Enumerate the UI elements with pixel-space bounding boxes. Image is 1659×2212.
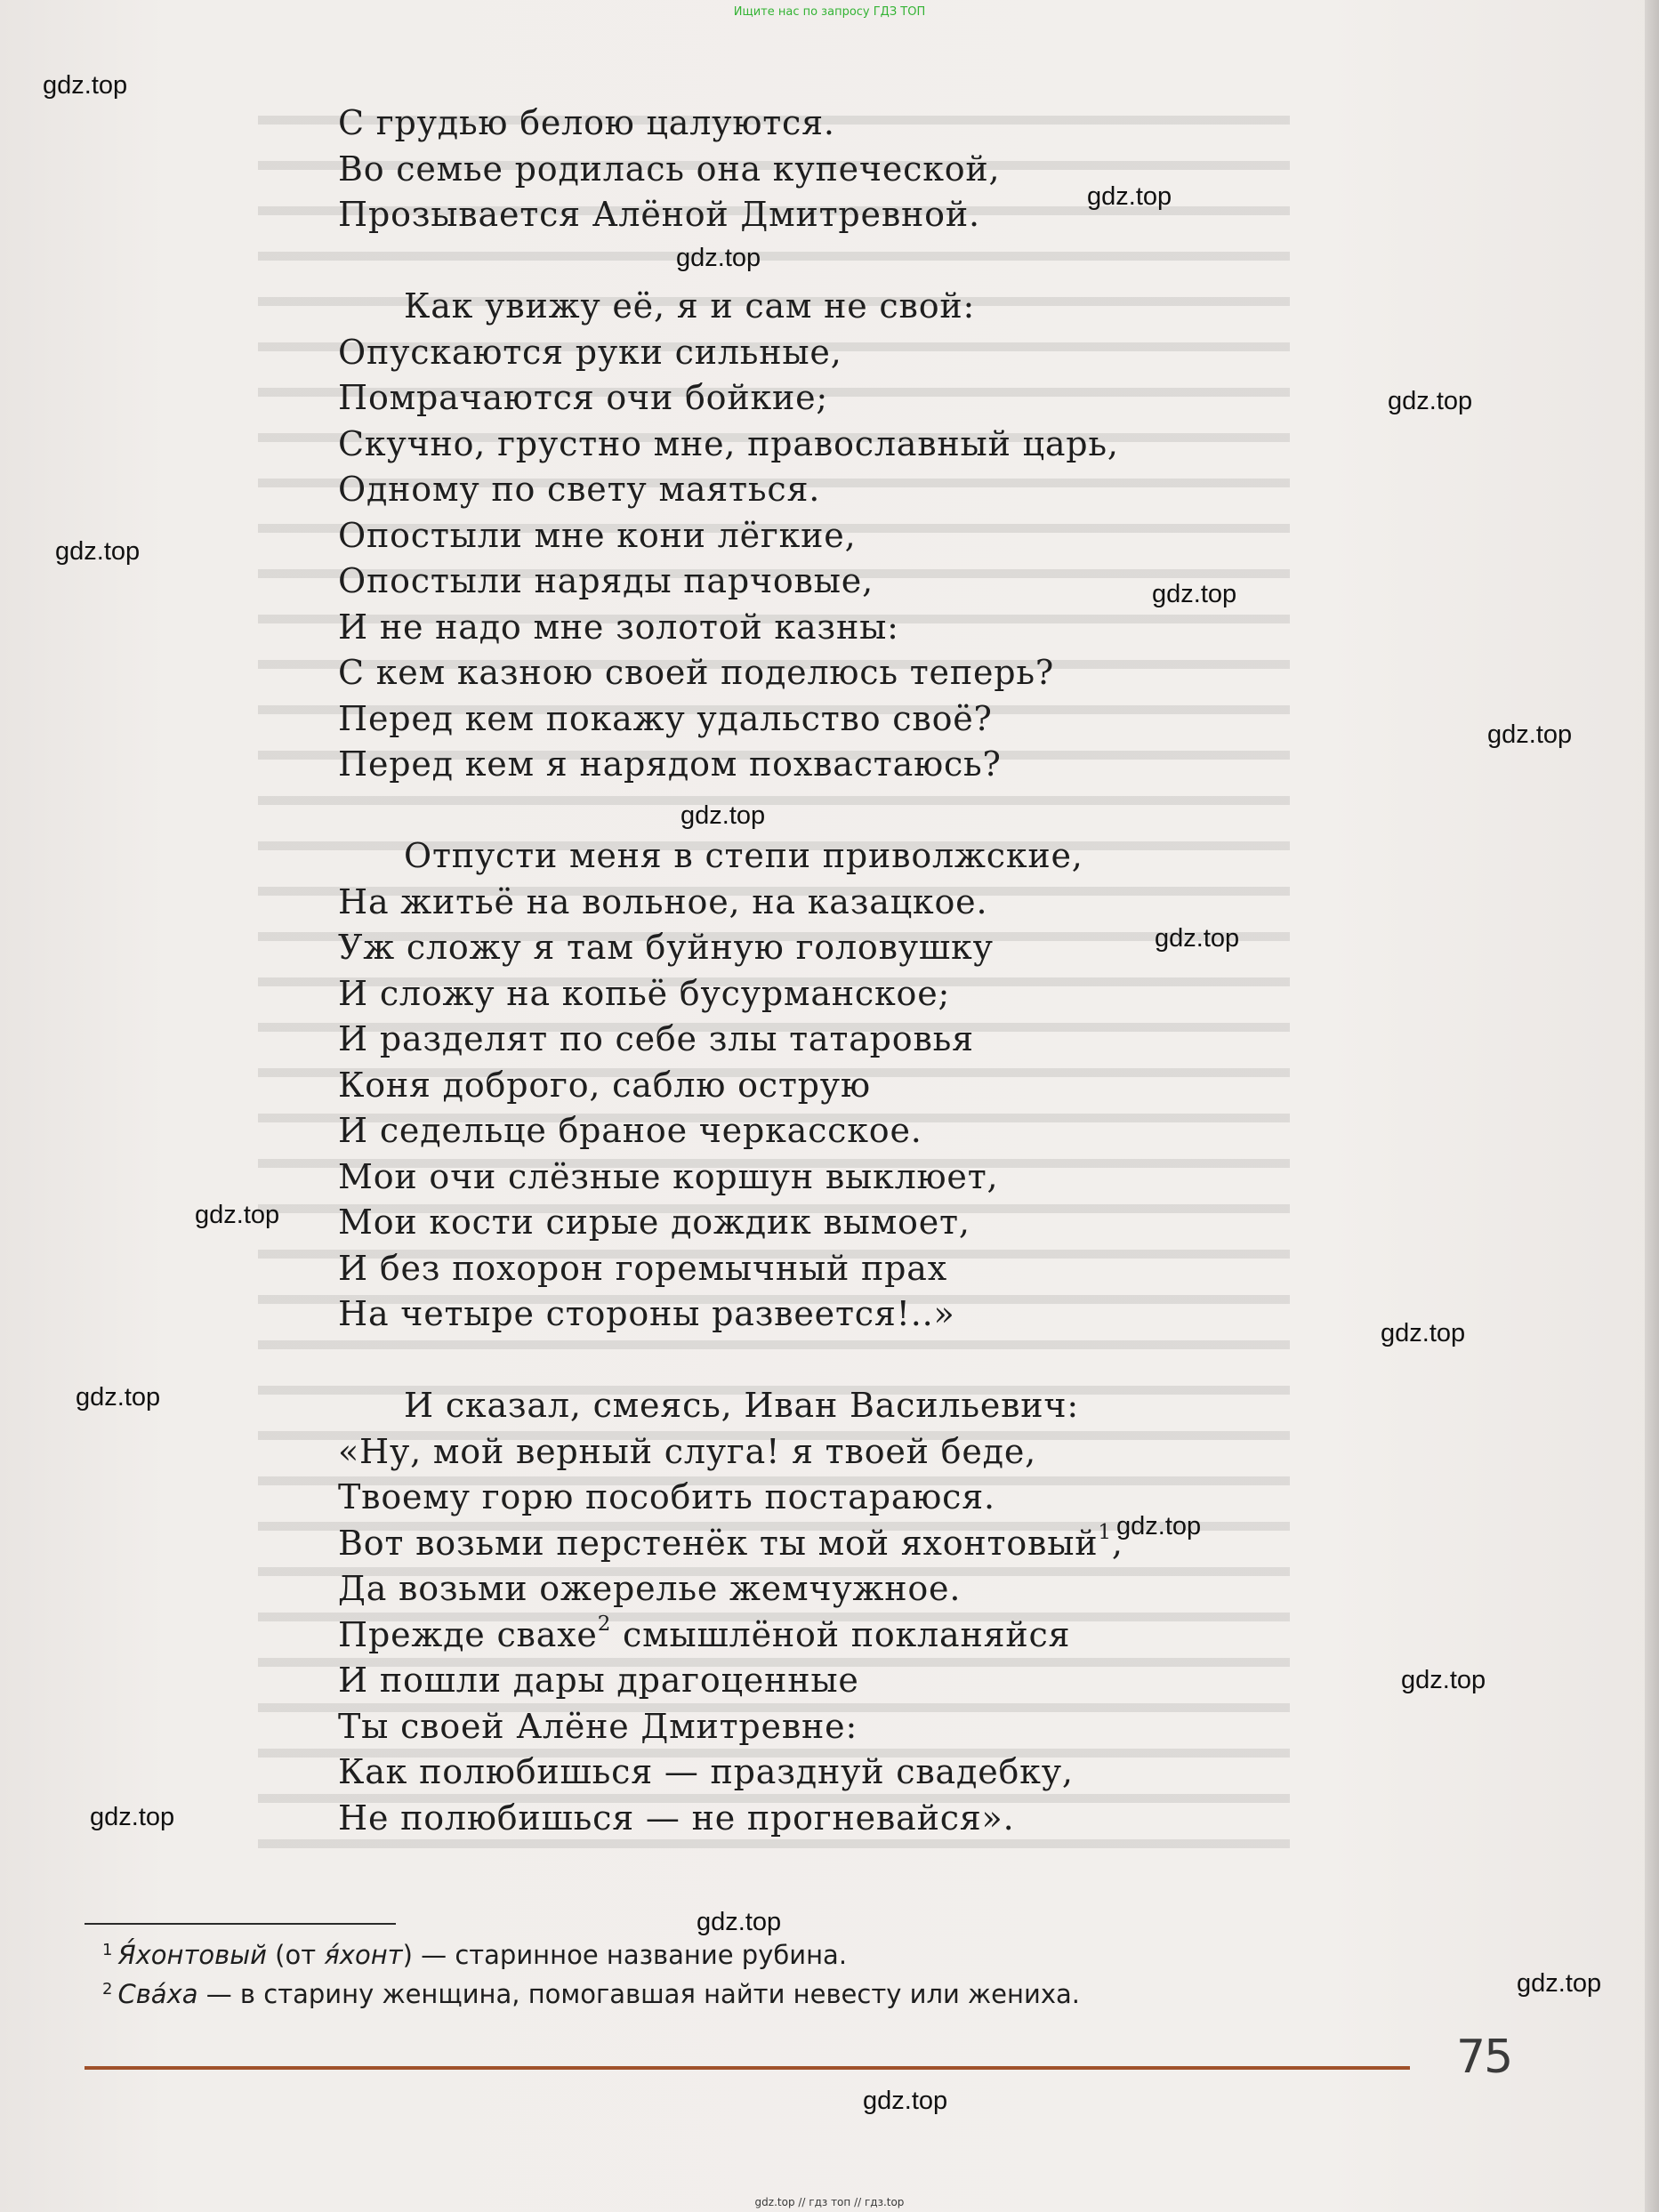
- poem-line: Во семье родилась она купеческой,: [338, 149, 1001, 189]
- poem-line: Одному по свету маяться.: [338, 470, 821, 509]
- watermark: gdz.top: [681, 801, 766, 830]
- poem-line: Перед кем покажу удальство своё?: [338, 698, 993, 738]
- poem-line: С грудью белою цалуются.: [338, 103, 835, 142]
- footnotes: [102, 1935, 1437, 2014]
- footnote-marker: 2: [597, 1612, 612, 1636]
- page-edge-shadow: [1645, 0, 1659, 2212]
- watermark: gdz.top: [1087, 182, 1172, 211]
- poem-line: Твоему горю пособить постараюся.: [338, 1477, 995, 1516]
- footnote-separator: [85, 1923, 396, 1925]
- poem-line: Ты своей Алёне Дмитревне:: [338, 1706, 858, 1746]
- poem-line: И пошли дары драгоценные: [338, 1661, 859, 1700]
- poem-line: На житьё на вольное, на казацкое.: [338, 881, 988, 921]
- stanza-gap: [338, 1338, 1388, 1384]
- poem-line: Не полюбишься — не прогневайся».: [338, 1798, 1015, 1838]
- watermark: gdz.top: [863, 2087, 948, 2115]
- poem-line: Как увижу её, я и сам не свой:: [404, 286, 976, 326]
- poem-line: Уж сложу я там буйную головушку: [338, 928, 994, 967]
- poem-line: Отпусти меня в степи приволжские,: [404, 836, 1083, 875]
- watermark: gdz.top: [1517, 1969, 1602, 1998]
- watermark: gdz.top: [697, 1908, 782, 1936]
- footnote-2: $^2$ Сва́ха — в старину женщина, помогавшая найти невесту или жениха.: [102, 1979, 1080, 2009]
- poem-line: Да возьми ожерелье жемчужное.: [338, 1569, 962, 1608]
- watermark: gdz.top: [1155, 924, 1240, 953]
- watermark: gdz.top: [1381, 1319, 1466, 1347]
- poem-text: [338, 101, 1388, 1841]
- watermark: gdz.top: [1116, 1512, 1202, 1540]
- poem-line: И разделят по себе злы татаровья: [338, 1019, 974, 1058]
- poem-line: Вот возьми перстенёк ты мой яхонтовый$^1$,: [338, 1520, 1123, 1563]
- watermark: gdz.top: [55, 537, 141, 566]
- top-search-note: Ищите нас по запросу ГДЗ ТОП: [733, 5, 926, 19]
- poem-line: Как полюбишься — празднуй свадебку,: [338, 1752, 1074, 1791]
- poem-line: И сказал, смеясь, Иван Васильевич:: [404, 1386, 1079, 1425]
- poem-line: Мои кости сирые дождик вымоет,: [338, 1203, 970, 1242]
- poem-line: С кем казною своей поделюсь теперь?: [338, 653, 1055, 692]
- watermark: gdz.top: [1388, 387, 1473, 415]
- poem-line: Опостыли наряды парчовые,: [338, 561, 874, 600]
- watermark: gdz.top: [195, 1201, 280, 1229]
- stanza-gap: [338, 238, 1388, 285]
- poem-line: На четыре стороны развеется!..»: [338, 1294, 955, 1333]
- watermark: gdz.top: [43, 71, 128, 100]
- watermark: gdz.top: [1487, 720, 1573, 749]
- poem-line: Скучно, грустно мне, православный царь,: [338, 423, 1119, 463]
- watermark: gdz.top: [676, 244, 761, 272]
- watermark: gdz.top: [90, 1803, 175, 1831]
- watermark: gdz.top: [1152, 580, 1237, 608]
- watermark: gdz.top: [1401, 1666, 1486, 1694]
- footnote-marker: 1: [1098, 1520, 1112, 1544]
- poem-line: И не надо мне золотой казны:: [338, 607, 899, 647]
- stanza-gap: [338, 788, 1388, 834]
- poem-line: Опускаются руки сильные,: [338, 332, 842, 372]
- poem-line: Опостыли мне кони лёгкие,: [338, 515, 857, 555]
- poem-line: И сложу на копьё бусурманское;: [338, 973, 951, 1013]
- poem-line: И седельце браное черкасское.: [338, 1111, 922, 1150]
- bottom-rule: [85, 2066, 1410, 2070]
- poem-line: «Ну, мой верный слуга! я твоей беде,: [338, 1431, 1036, 1471]
- footnote-1: $^1$ Я́хонтовый (от я́хонт) — старинное название рубина.: [102, 1940, 848, 1970]
- poem-line: Помрачаются очи бойкие;: [338, 378, 829, 417]
- poem-line: Перед кем я нарядом похвастаюсь?: [338, 744, 1002, 784]
- poem-line: Коня доброго, саблю острую: [338, 1065, 871, 1105]
- poem-line: И без похорон горемычный прах: [338, 1248, 947, 1288]
- poem-line: Прежде свахе$^2$ смышлёной покланяйся: [338, 1612, 1071, 1654]
- poem-line: Мои очи слёзные коршун выклюет,: [338, 1156, 999, 1196]
- bottom-search-note: gdz.top // гдз топ // гдз.top: [754, 2196, 905, 2208]
- page-number: 75: [1456, 2031, 1512, 2084]
- watermark: gdz.top: [76, 1383, 161, 1412]
- poem-line: Прозывается Алёной Дмитревной.: [338, 195, 980, 234]
